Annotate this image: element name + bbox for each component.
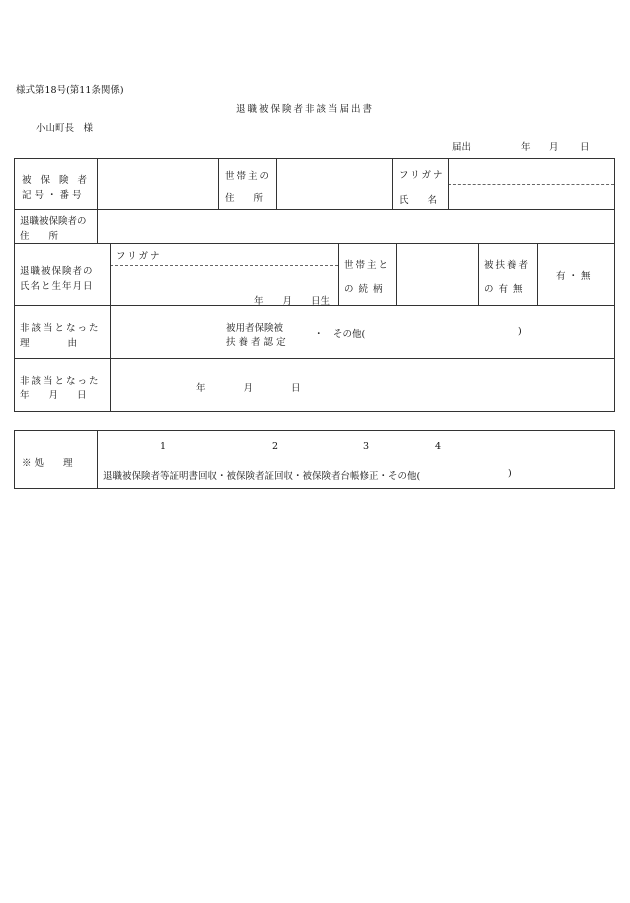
reason-label: 非該当となった [20,323,101,334]
processing-num-2: 2 [272,441,279,452]
householder-address-label-2: 住 所 [225,193,264,204]
processing-label: ※ 処 理 [22,458,73,469]
addressee: 小山町長 様 [36,123,94,134]
householder-address-field[interactable] [277,159,391,208]
furigana-label: フリガナ [399,170,445,181]
furigana-field[interactable] [449,159,614,183]
processing-num-1: 1 [160,441,167,452]
submit-label: 届出 [452,142,472,153]
reason-option-other[interactable]: その他( [333,329,366,340]
dependent-label-2: の 有 無 [484,284,524,295]
reason-label-2: 理 由 [20,338,78,349]
dependent-label: 被扶養者 [484,260,531,271]
non-applicable-date-label: 非該当となった [20,376,101,387]
form-title: 退職被保険者非該当届出書 [236,104,375,115]
householder-address-label: 世帯主の [225,171,272,182]
submit-day: 日 [580,142,590,153]
non-applicable-date-label-2: 年 月 日 [20,390,87,401]
name-field[interactable] [449,186,614,208]
reason-separator: ・ [314,329,324,340]
form-number: 様式第18号(第11条関係) [16,85,124,96]
processing-num-4: 4 [435,441,442,452]
relation-label: 世帯主と [344,260,391,271]
relation-field[interactable] [397,244,477,304]
retiree-address-label-2: 住 所 [20,231,59,242]
dependent-value[interactable]: 有 ・ 無 [556,271,591,282]
name-label: 氏 名 [399,195,438,206]
retiree-name-label: 退職被保険者の [20,266,94,277]
retiree-name-field[interactable] [111,267,337,289]
reason-option-other-close: ) [518,326,522,337]
retiree-address-field[interactable] [98,210,614,242]
processing-items[interactable]: 退職被保険者等証明書回収・被保険者証回収・被保険者台帳修正・その他( [103,471,421,482]
processing-num-3: 3 [363,441,370,452]
insured-id-label-2: 記号・番号 [22,190,85,201]
retiree-address-label: 退職被保険者の [20,216,87,227]
reason-option-employee-insurance-2: 扶 養 者 認 定 [226,337,286,348]
relation-label-2: の 続 柄 [344,284,384,295]
insured-id-field[interactable] [98,159,217,208]
reason-option-employee-insurance[interactable]: 被用者保険被 [226,323,284,334]
retiree-furigana-label: フリガナ [116,251,162,262]
submit-month: 月 [549,142,559,153]
birth-date-label: 年 月 日生 [254,296,331,307]
submit-year: 年 [521,142,531,153]
processing-close: ) [508,468,512,479]
retiree-name-label-2: 氏名と生年月日 [20,281,94,292]
insured-id-label: 被 保 険 者 [22,175,91,186]
non-applicable-date-field[interactable]: 年 月 日 [196,383,301,394]
